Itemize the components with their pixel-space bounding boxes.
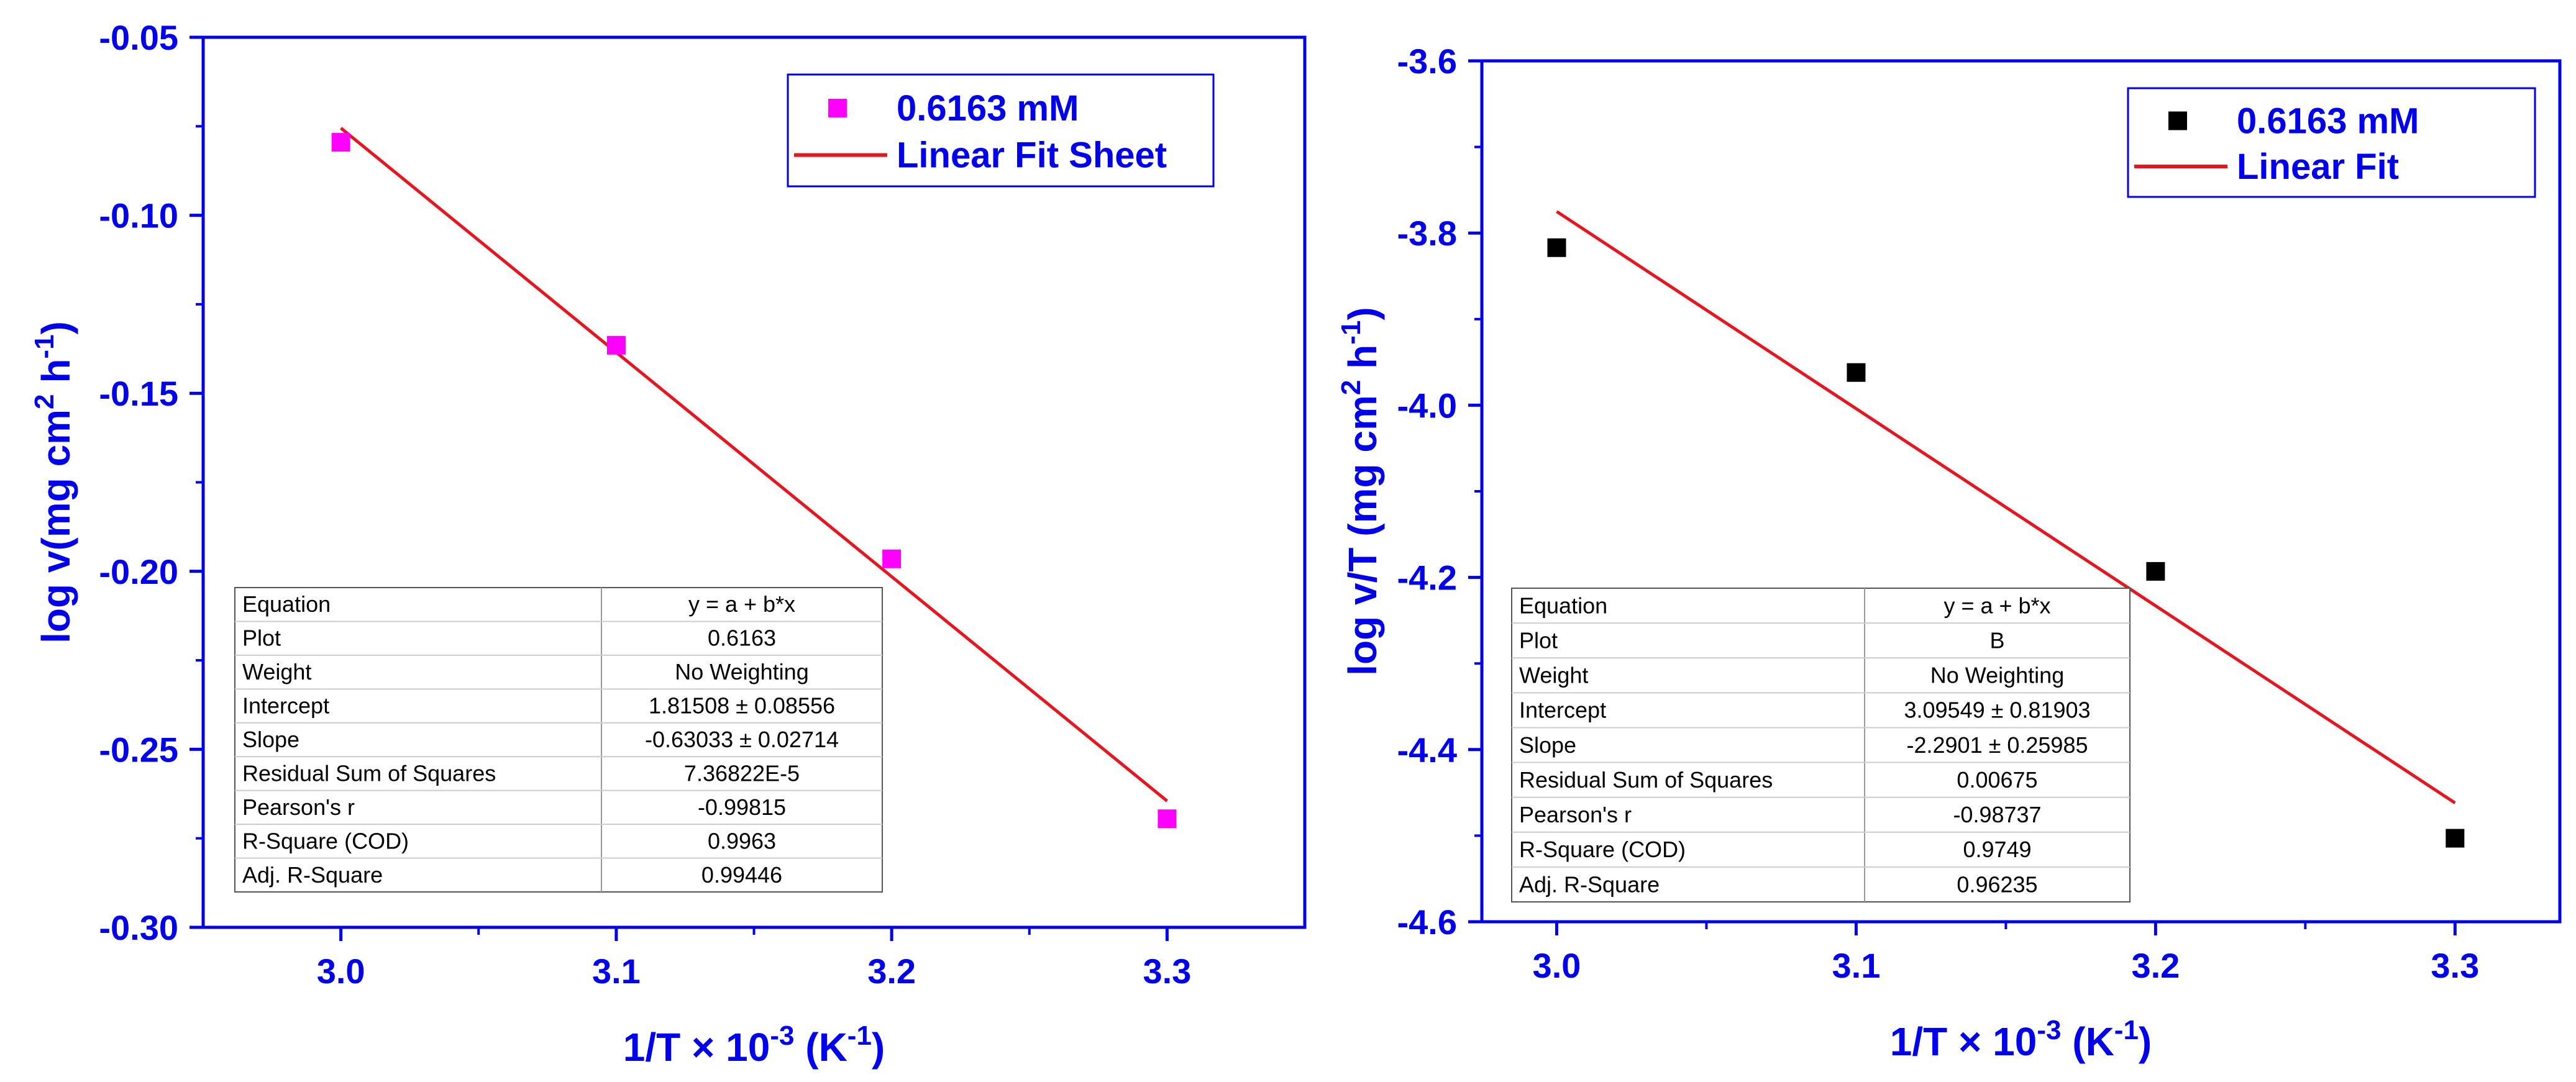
stats-table-key: Adj. R-Square — [242, 862, 383, 888]
stats-table-value: 0.9749 — [1963, 837, 2032, 863]
legend-marker — [828, 99, 847, 117]
y-tick-label: -0.10 — [99, 196, 178, 235]
stats-table-value: 0.96235 — [1957, 871, 2038, 898]
x-axis-label-text: (K — [794, 1025, 847, 1070]
stats-table-key: Intercept — [1519, 697, 1607, 723]
stats-table-value: 7.36822E-5 — [683, 760, 800, 786]
stats-table-key: Plot — [1519, 627, 1558, 653]
y-tick-label: -0.20 — [99, 552, 178, 591]
data-point — [2446, 829, 2464, 848]
y-tick-label: -4.4 — [1397, 730, 1457, 770]
y-axis-label-text: h — [34, 358, 78, 394]
stats-table-value: -2.2901 ± 0.25985 — [1906, 732, 2088, 758]
x-axis-label-text: 1/T × 10 — [1889, 1019, 2037, 1064]
stats-table-key: Slope — [1519, 732, 1577, 758]
data-point — [1547, 239, 1566, 257]
legend-series-label: 0.6163 mM — [2237, 101, 2419, 142]
x-tick-label: 3.1 — [591, 952, 641, 991]
stats-table-value: y = a + b*x — [1943, 593, 2051, 619]
legend-fit-label: Linear Fit — [2237, 147, 2400, 187]
legend-fit-label: Linear Fit Sheet — [897, 135, 1167, 176]
stats-table-key: R-Square (COD) — [1519, 837, 1686, 863]
stats-table-key: Intercept — [242, 693, 330, 719]
chart-left — [29, 18, 1305, 1070]
stats-table-value: -0.98737 — [1953, 802, 2042, 828]
y-axis-label-text: h — [1340, 344, 1385, 380]
stats-table-key: Equation — [242, 591, 331, 617]
y-tick-label: -0.25 — [99, 730, 178, 770]
stats-table-value: 0.99446 — [701, 862, 783, 888]
y-axis-label-sup: 2 — [29, 394, 60, 409]
data-point — [882, 550, 901, 568]
data-point — [2146, 562, 2165, 581]
stats-table-key: Pearson's r — [242, 794, 355, 820]
stats-table-key: Equation — [1519, 593, 1608, 619]
x-axis-label-sup: -3 — [2037, 1015, 2062, 1045]
data-point — [607, 336, 626, 355]
y-axis-label-sup: -1 — [1336, 320, 1366, 345]
stats-table-key: Weight — [1519, 662, 1589, 688]
y-tick-label: -0.05 — [99, 18, 178, 57]
x-axis-label-sup: -3 — [770, 1021, 795, 1051]
x-axis-label-text: ) — [2138, 1019, 2152, 1064]
x-tick-label: 3.0 — [1532, 946, 1581, 985]
chart-right — [1336, 42, 2560, 1064]
x-axis-label — [1890, 1015, 2152, 1064]
x-axis-label-text: 1/T × 10 — [623, 1025, 770, 1070]
x-tick-label: 3.3 — [1143, 952, 1192, 991]
stats-table-key: R-Square (COD) — [242, 828, 409, 854]
y-axis-label-sup: 2 — [1336, 380, 1366, 396]
x-tick-label: 3.0 — [316, 952, 365, 991]
stats-table-value: -0.99815 — [697, 794, 787, 820]
x-tick-label: 3.2 — [2131, 946, 2180, 985]
y-tick-label: -4.6 — [1397, 902, 1457, 942]
y-axis-label-text: ) — [34, 321, 78, 335]
stats-table-key: Residual Sum of Squares — [1519, 766, 1773, 793]
y-tick-label: -0.30 — [99, 908, 178, 947]
stats-table-key: Weight — [242, 659, 312, 685]
x-tick-label: 3.2 — [867, 952, 916, 991]
stats-table-key: Residual Sum of Squares — [242, 760, 496, 786]
stats-table-key: Adj. R-Square — [1519, 871, 1660, 898]
stats-table-key: Plot — [242, 625, 281, 651]
x-axis-label-text: ) — [871, 1025, 885, 1070]
y-axis-label — [29, 321, 78, 643]
data-point — [1158, 809, 1176, 828]
legend-series-label: 0.6163 mM — [897, 88, 1079, 129]
stats-table-value: 0.9963 — [707, 828, 777, 854]
stats-table-value: No Weighting — [675, 659, 809, 685]
y-tick-label: -3.8 — [1397, 214, 1457, 253]
x-axis-label-sup: -1 — [2114, 1015, 2139, 1045]
x-axis-label — [623, 1021, 885, 1070]
y-axis-label-text: log v(mg cm — [34, 409, 78, 643]
stats-table-key: Pearson's r — [1519, 802, 1632, 828]
stats-table-value: 1.81508 ± 0.08556 — [648, 693, 836, 719]
x-tick-label: 3.1 — [1832, 946, 1881, 985]
stats-table-value: 0.6163 — [707, 625, 777, 651]
y-axis-label-text: ) — [1340, 307, 1385, 321]
y-tick-label: -0.15 — [99, 374, 178, 414]
y-axis-label — [1336, 307, 1385, 675]
y-tick-label: -3.6 — [1397, 42, 1457, 81]
stats-table-value: 3.09549 ± 0.81903 — [1904, 697, 2091, 723]
x-axis-label-sup: -1 — [847, 1021, 872, 1051]
data-point — [332, 133, 350, 152]
legend-marker — [2168, 112, 2187, 130]
stats-table-value: -0.63033 ± 0.02714 — [644, 726, 839, 752]
stats-table-value: 0.00675 — [1957, 766, 2038, 793]
x-tick-label: 3.3 — [2431, 946, 2480, 985]
y-tick-label: -4.2 — [1397, 558, 1457, 598]
y-axis-label-sup: -1 — [29, 334, 60, 359]
y-tick-label: -4.0 — [1397, 386, 1457, 425]
stats-table-key: Slope — [242, 726, 300, 752]
data-point — [1847, 363, 1865, 382]
stats-table-value: B — [1989, 627, 2005, 653]
x-axis-label-text: (K — [2061, 1019, 2114, 1064]
y-axis-label-text: log v/T (mg cm — [1340, 395, 1385, 676]
stats-table-value: No Weighting — [1930, 662, 2065, 688]
stats-table-value: y = a + b*x — [688, 591, 796, 617]
